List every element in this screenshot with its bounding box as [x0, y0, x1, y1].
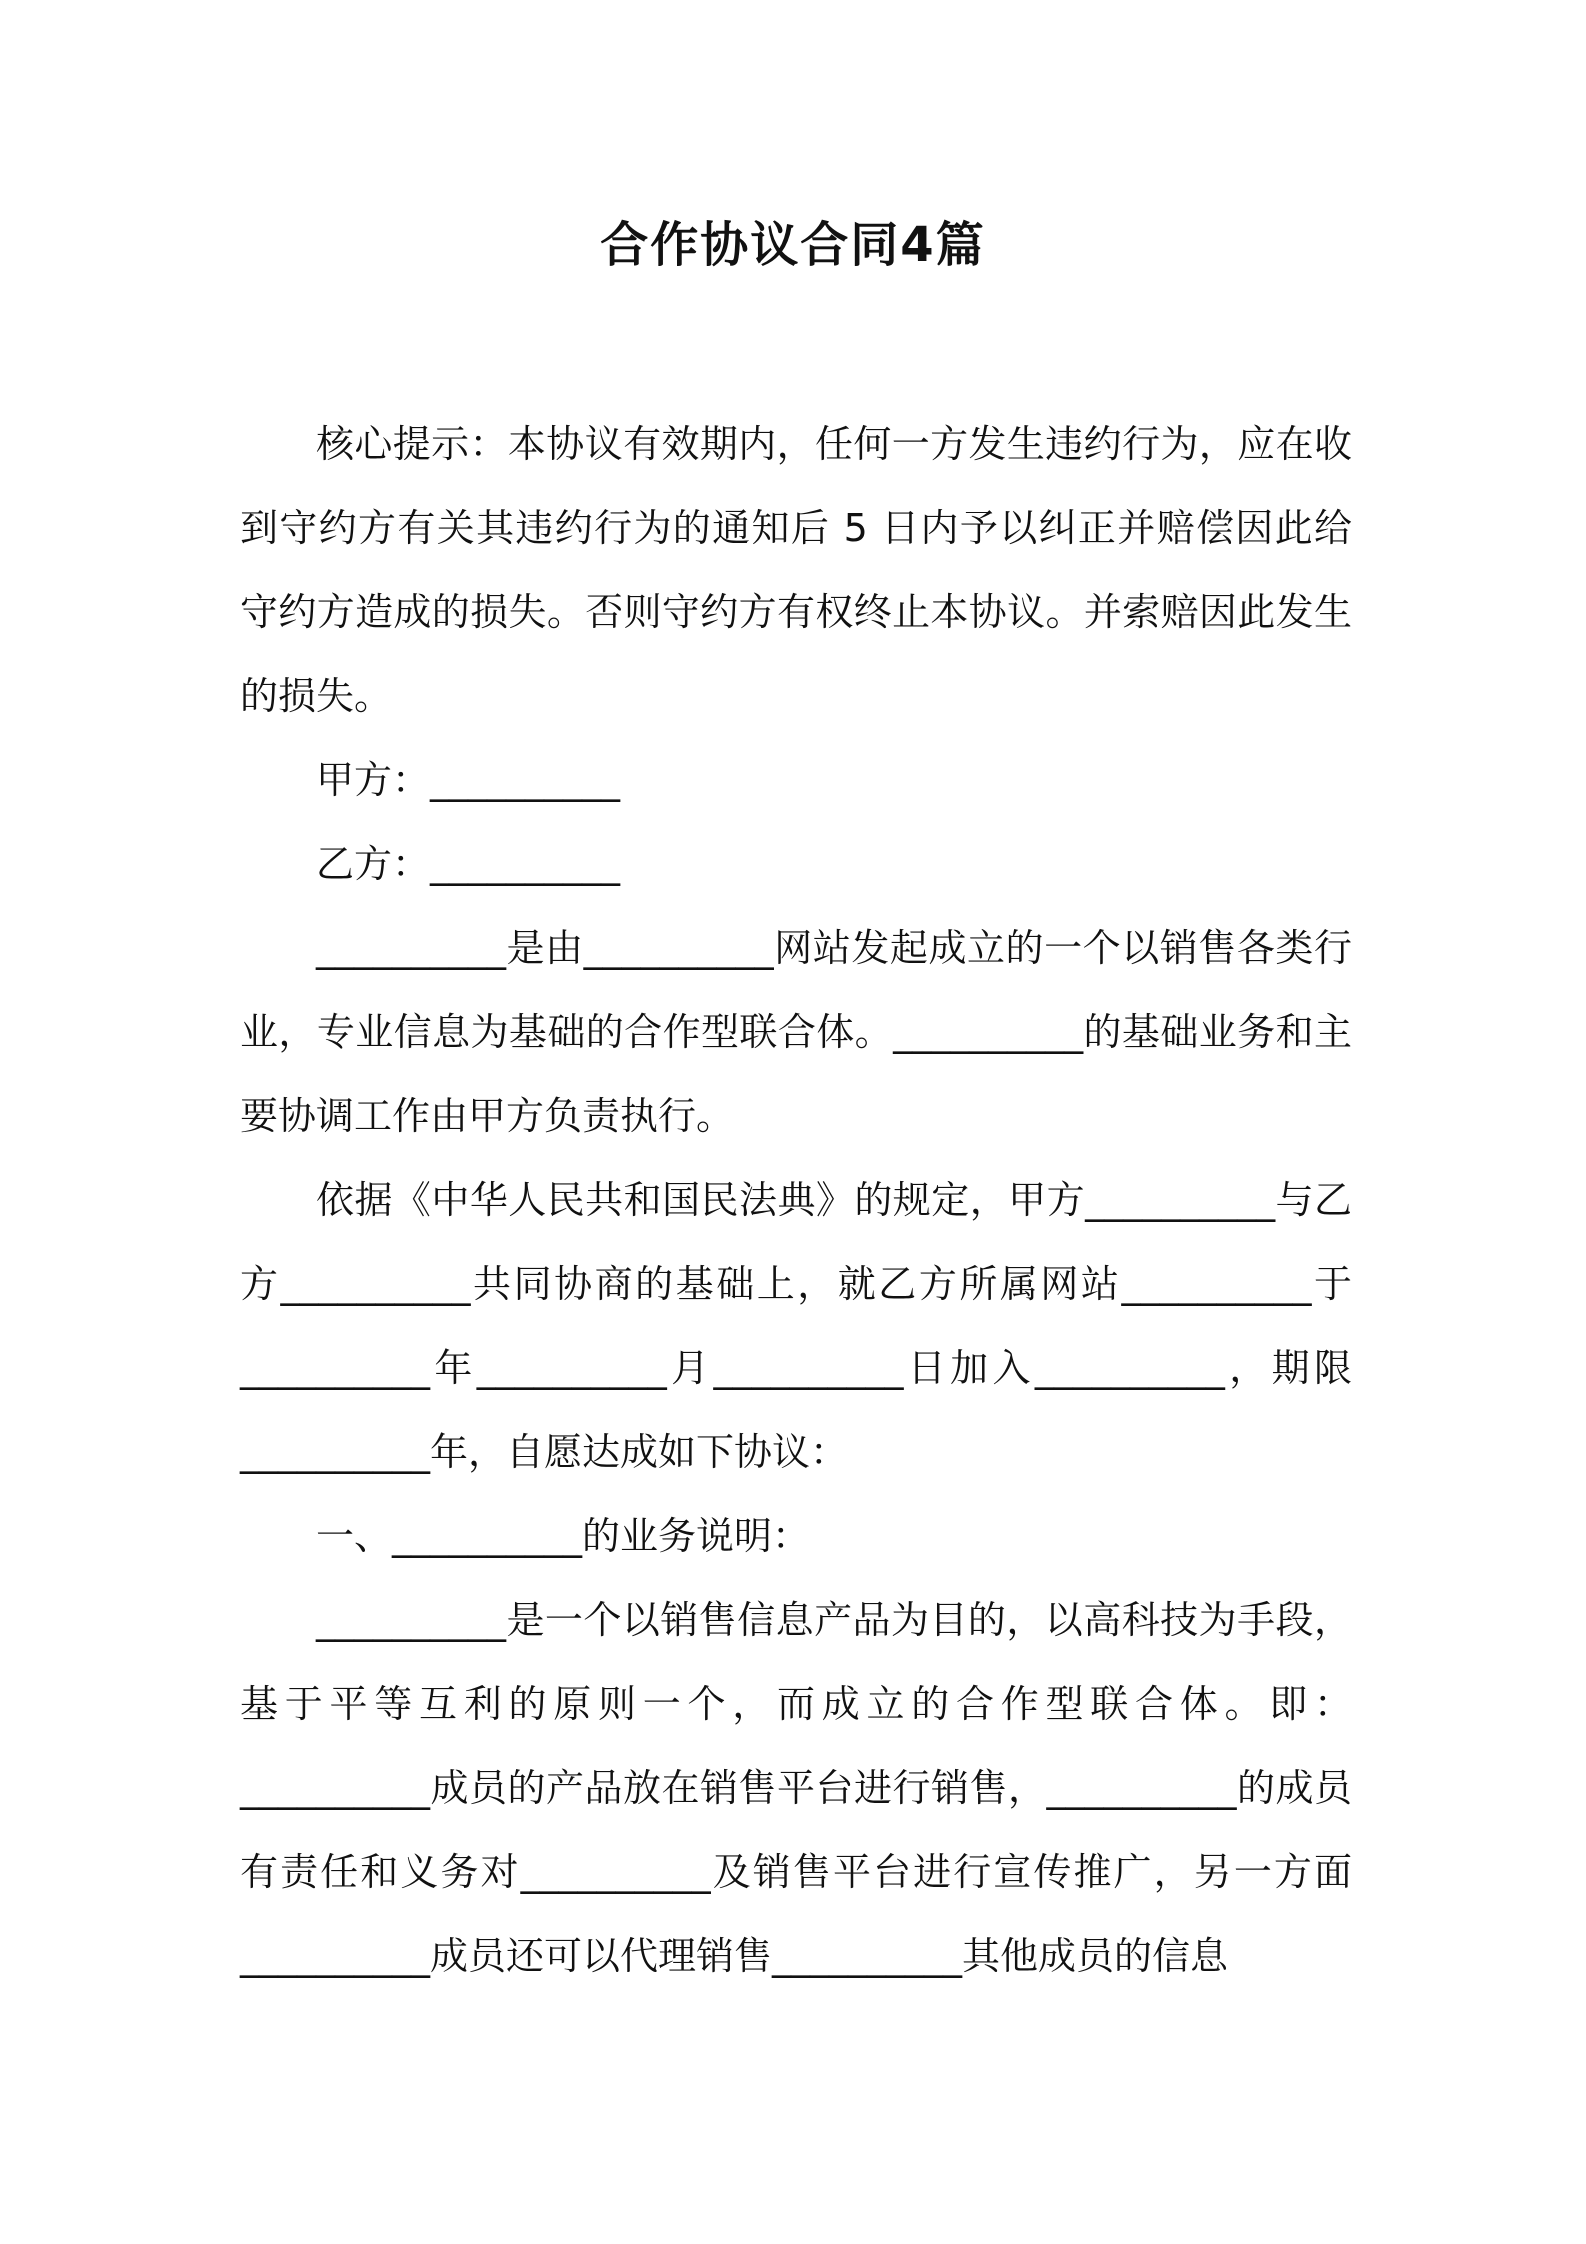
party-b-line: 乙方：__________	[316, 842, 621, 886]
document-title: 合作协议合同4篇	[600, 217, 986, 273]
business-description-paragraph: __________是一个以销售信息产品为目的，以高科技为手段，基于平等互利的原则一个，而成立的合作型联合体。即：__________成员的产品放在销售平台进行销售，__________的成员有责任和义务对__________及销售平台进行宣传推广，另一方面__________成员还可以代理销售__________其他成员的信息	[240, 1598, 1352, 1978]
section-one-heading: 一、__________的业务说明：	[316, 1514, 811, 1558]
alliance-intro-paragraph: __________是由__________网站发起成立的一个以销售各类行业，专业信息为基础的合作型联合体。__________的基础业务和主要协调工作由甲方负责执行。	[240, 926, 1352, 1138]
core-tip-paragraph: 核心提示：本协议有效期内，任何一方发生违约行为，应在收到守约方有关其违约行为的通知后 5 日内予以纠正并赔偿因此给守约方造成的损失。否则守约方有权终止本协议。并索赔因此发生的损失。	[240, 422, 1352, 718]
document-body	[240, 402, 1352, 1998]
legal-basis-paragraph: 依据《中华人民共和国民法典》的规定，甲方__________与乙方__________共同协商的基础上，就乙方所属网站__________于__________年__________月__________日加入__________，期限__________年，自愿达成如下协议：	[240, 1178, 1352, 1474]
party-a-line: 甲方：__________	[316, 758, 621, 802]
